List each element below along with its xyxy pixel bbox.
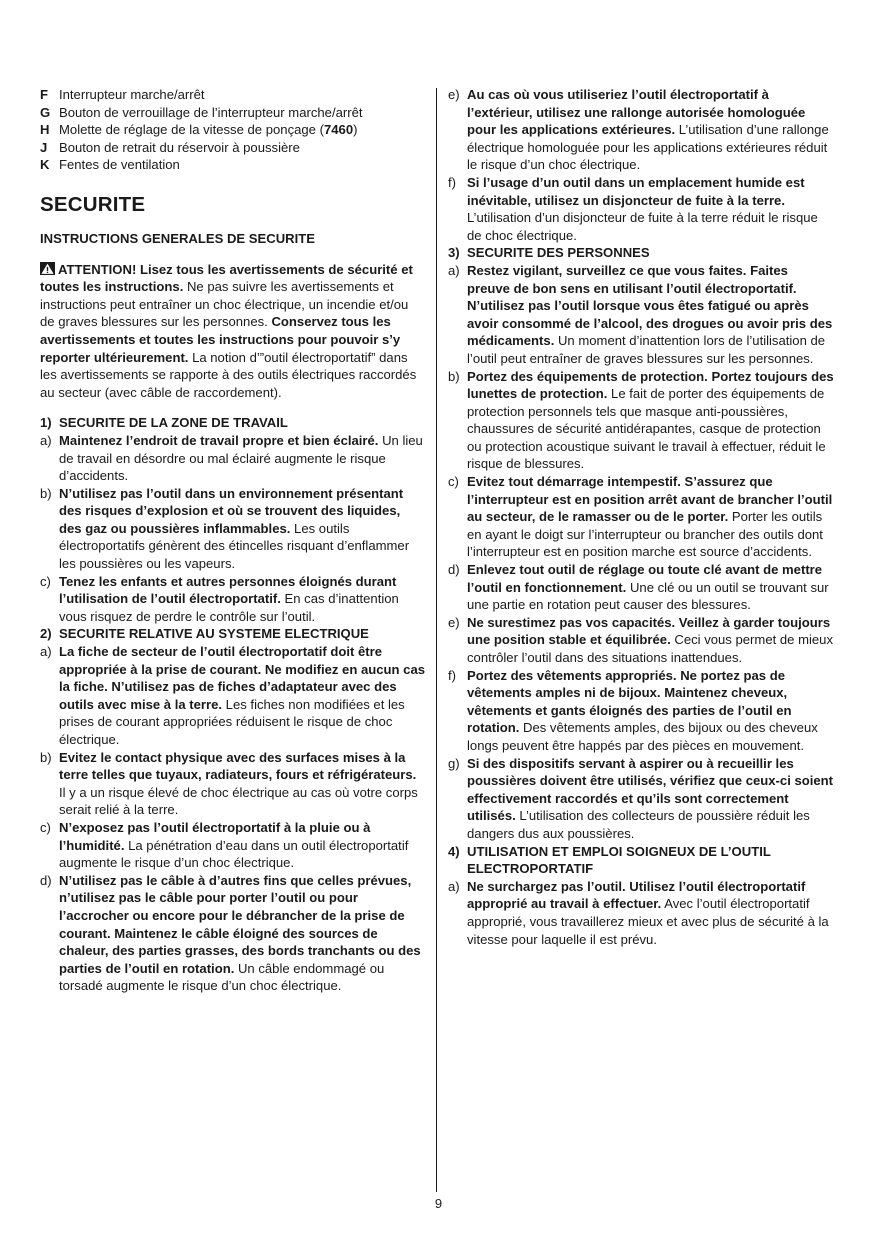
item-bold-text: Ne surestimez pas vos capacités. Veillez à garder toujours une position stable et équilibrée.	[467, 614, 831, 648]
section-number: 2)	[40, 626, 52, 642]
list-item	[40, 749, 426, 819]
legend-key: H	[40, 122, 50, 138]
right-sections	[448, 244, 834, 948]
item-body-text: Porter les outils en ayant le doigt sur l’interrupteur ou brancher des outils dont l’interrupteur est en position marche est source d’accidents.	[467, 509, 823, 560]
section-heading	[40, 625, 426, 643]
legend-key: F	[40, 87, 48, 102]
legend-text	[59, 104, 426, 122]
item-body-text: Un lieu de travail en désordre ou mal éclairé augmente le risque d’accidents.	[59, 432, 423, 484]
warning-triangle-icon	[40, 262, 55, 275]
legend-key: G	[40, 104, 51, 120]
item-bold-text: Tenez les enfants et autres personnes éloignés durant l’utilisation de l’outil électroportatif.	[59, 573, 397, 607]
legend-text	[59, 156, 426, 174]
item-body-text: L’utilisation d’une rallonge électrique homologuée pour les applications extérieures réduit le risque d’un choc électrique.	[467, 122, 829, 173]
column-divider	[436, 88, 437, 1192]
list-item	[40, 819, 426, 872]
legend-item	[40, 104, 426, 122]
item-bold-text: Si l’usage d’un outil dans un emplacement humide est inévitable, utilisez un disjoncteur de fuite à la terre.	[467, 174, 805, 208]
legend-item	[40, 121, 426, 139]
item-letter: b)	[40, 485, 52, 501]
section-heading-text: SECURITE DES PERSONNES	[467, 245, 650, 261]
item-body-text: Un câble endommagé ou torsadé augmente le risque d’un choc électrique.	[59, 960, 385, 994]
item-body-text: La pénétration d’eau dans un outil électroportatif augmente le risque d’un choc électrique.	[59, 837, 409, 871]
item-letter: e)	[448, 614, 460, 630]
item-bold-text: Portez des vêtements appropriés. Ne portez pas de vêtements amples ni de bijoux. Maintenez cheveux, vêtements et gants éloignés des parties de l’outil en rotation.	[467, 667, 792, 736]
list-item	[448, 614, 834, 667]
legend-item	[40, 86, 426, 104]
legend-key: J	[40, 139, 48, 155]
legend-key: K	[40, 157, 50, 173]
item-text	[59, 749, 426, 819]
list-item	[448, 878, 834, 948]
right-column	[448, 86, 834, 948]
item-bold-text: Ne surchargez pas l’outil. Utilisez l’outil électroportatif approprié au travail à effectuer.	[467, 878, 806, 912]
item-text	[467, 561, 834, 614]
section-heading	[40, 414, 426, 432]
legend-model: 7460	[323, 122, 354, 138]
section-subtitle: INSTRUCTIONS GENERALES DE SECURITE	[40, 230, 315, 246]
item-letter: a)	[40, 432, 52, 448]
item-body-text: En cas d’inattention vous risquez de perdre le contrôle sur l’outil.	[59, 591, 399, 624]
list-item	[448, 174, 834, 244]
item-letter: c)	[40, 819, 51, 835]
list-item	[40, 432, 426, 485]
item-body-text: Avec l’outil électroportatif approprié, vous travaillerez mieux et avec plus de sécurité à la vitesse pour laquelle il est prévu.	[467, 896, 829, 947]
list-item	[40, 872, 426, 995]
legend-text	[59, 86, 426, 104]
legend-label: Fentes de ventilation	[59, 157, 180, 173]
item-letter: b)	[448, 368, 460, 384]
item-body-text: Ceci vous permet de mieux contrôler l’outil dans des situations inattendues.	[467, 632, 834, 665]
item-body-text: Les outils électroportatifs génèrent des étincelles risquant d’enflammer les poussières ou les vapeurs.	[59, 520, 410, 572]
list-item	[448, 561, 834, 614]
item-text	[467, 667, 834, 755]
legend-label: Interrupteur marche/arrêt	[59, 87, 205, 102]
section-heading	[448, 843, 834, 878]
item-text	[467, 755, 834, 843]
section-heading-text: SECURITE DE LA ZONE DE TRAVAIL	[59, 415, 288, 431]
section-number: 4)	[448, 843, 460, 859]
section-heading-text: SECURITE RELATIVE AU SYSTEME ELECTRIQUE	[59, 626, 369, 642]
item-body-text: Un moment d’inattention lors de l’utilisation de l’outil peut entraîner de graves blessures sur les personnes.	[467, 333, 826, 366]
item-text	[467, 614, 834, 667]
legend-label: Bouton de verrouillage de l’interrupteur marche/arrêt	[59, 104, 363, 120]
list-item	[448, 86, 834, 174]
section-heading	[448, 244, 834, 262]
item-letter: f)	[448, 667, 456, 683]
item-text	[59, 485, 426, 573]
item-text	[59, 432, 426, 485]
item-bold-text: N’utilisez pas l’outil dans un environnement présentant des risques d’explosion et où se trouvent des liquides, des gaz ou poussières inflammables.	[59, 485, 404, 536]
item-bold-text: N’exposez pas l’outil électroportatif à la pluie ou à l’humidité.	[59, 819, 371, 853]
warning-segment: La notion d’”outil électroportatif” dans les avertissements se rapporte à des outils électriques raccordés au secteur (avec câble de raccordement).	[40, 349, 417, 400]
item-bold-text: Evitez le contact physique avec des surfaces mises à la terre telles que tuyaux, radiateurs, fours et réfrigérateurs.	[59, 749, 417, 783]
parts-legend	[40, 86, 426, 174]
item-text	[467, 86, 834, 174]
item-bold-text: Enlevez tout outil de réglage ou toute clé avant de mettre l’outil en fonctionnement.	[467, 562, 823, 595]
item-text	[467, 473, 834, 561]
item-text	[467, 262, 834, 368]
left-sections	[40, 414, 426, 995]
item-body-text: Une clé ou un outil se trouvant sur une partie en rotation peut causer des blessures.	[467, 579, 829, 613]
item-letter: a)	[448, 262, 460, 278]
item-text	[467, 368, 834, 474]
item-body-text: L’utilisation d’un disjoncteur de fuite à la terre réduit le risque de choc électrique.	[467, 210, 818, 243]
item-text	[59, 872, 426, 995]
item-body-text: Le fait de porter des équipements de protection personnels tels que masque anti-poussières, chaussures de sécurité antidérapantes, casque de protection ou protection acoustique suivant le travail à effectuer, réduit le risque de blessures.	[467, 386, 826, 472]
list-item	[40, 485, 426, 573]
warning-segment: Ne pas suivre les avertissements et instructions peut entraîner un choc électrique, un incendie et/ou de graves blessures sur les personnes.	[40, 279, 409, 330]
item-bold-text: N’utilisez pas le câble à d’autres fins que celles prévues, n’utilisez pas le câble pour porter l’outil ou pour l’accrocher ou encore pour le débrancher de la prise de courant. Maintenez le câble éloigné des sources de chaleur, des parties grasses, des bords tranchants ou des parties de l’outil en rotation.	[59, 872, 421, 976]
item-text	[59, 819, 426, 872]
item-bold-text: Au cas où vous utiliseriez l’outil électroportatif à l’extérieur, utilisez une rallonge autorisée homologuée pour les applications extérieures.	[467, 87, 806, 138]
section-title: SECURITE	[40, 192, 146, 216]
item-bold-text: La fiche de secteur de l’outil électroportatif doit être appropriée à la prise de courant. Ne modifiez en aucun cas la fiche. N’utilisez pas de fiches d’adaptateur avec des outils avec mise à la terre.	[59, 644, 426, 712]
item-letter: c)	[40, 573, 51, 589]
item-letter: b)	[40, 749, 52, 765]
item-bold-text: Restez vigilant, surveillez ce que vous faites. Faites preuve de bon sens en utilisant l’outil électroportatif. N’utilisez pas l’outil lorsque vous êtes fatigué ou après avoir consommé de l’alcool, des drogues ou avoir pris des médicaments.	[467, 262, 833, 349]
item-text	[467, 878, 834, 948]
legend-text	[59, 139, 426, 157]
legend-item	[40, 156, 426, 174]
list-item	[448, 473, 834, 561]
item-letter: f)	[448, 174, 456, 190]
list-item	[448, 755, 834, 843]
item-bold-text: Evitez tout démarrage intempestif. S’assurez que l’interrupteur est en position arrêt avant de brancher l’outil au secteur, de le ramasser ou de le porter.	[467, 474, 833, 525]
section-number: 3)	[448, 245, 460, 261]
list-item	[40, 573, 426, 626]
item-letter: e)	[448, 87, 460, 102]
item-letter: g)	[448, 755, 460, 771]
item-bold-text: Si des dispositifs servant à aspirer ou à recueillir les poussières doivent être utilisés, vérifiez que ceux-ci soient effectivement raccordés et qu’ils sont correctement utilisés.	[467, 755, 834, 824]
item-letter: c)	[448, 474, 459, 490]
item-bold-text: Portez des équipements de protection. Portez toujours des lunettes de protection.	[467, 368, 834, 402]
item-letter: d)	[448, 562, 460, 578]
legend-label: Bouton de retrait du réservoir à poussière	[59, 139, 300, 155]
warning-segment: ATTENTION! Lisez tous les avertissements de sécurité et toutes les instructions.	[40, 261, 413, 295]
warning-segment: Conservez tous les avertissements et toutes les instructions pour pouvoir s’y reporter ultérieurement.	[40, 314, 401, 365]
item-body-text: Des vêtements amples, des bijoux ou des cheveux longs peuvent être happés par des pièces en mouvement.	[467, 720, 818, 753]
item-body-text: L’utilisation des collecteurs de poussière réduit les dangers dus aux poussières.	[467, 808, 810, 841]
list-item	[40, 643, 426, 749]
left-column	[40, 86, 426, 995]
item-body-text: Les fiches non modifiées et les prises de courant appropriées réduisent le risque de choc électrique.	[59, 696, 405, 747]
list-item	[448, 262, 834, 368]
item-letter: a)	[448, 878, 460, 894]
right-top-items	[448, 86, 834, 244]
warning-paragraph	[40, 261, 426, 402]
list-item	[448, 667, 834, 755]
item-text	[59, 643, 426, 749]
legend-text	[59, 121, 426, 139]
item-text	[59, 573, 426, 626]
item-bold-text: Maintenez l’endroit de travail propre et bien éclairé.	[59, 432, 379, 448]
item-letter: a)	[40, 644, 52, 660]
legend-label: Molette de réglage de la vitesse de ponçage (	[59, 122, 324, 138]
section-heading-text: UTILISATION ET EMPLOI SOIGNEUX DE L’OUTIL ELECTROPORTATIF	[467, 843, 771, 877]
item-letter: d)	[40, 872, 52, 888]
legend-item	[40, 139, 426, 157]
section-number: 1)	[40, 415, 52, 431]
list-item	[448, 368, 834, 474]
legend-after: )	[353, 122, 358, 138]
item-text	[467, 174, 834, 244]
page-number: 9	[434, 1196, 443, 1211]
item-body-text: Il y a un risque élevé de choc électrique au cas où votre corps serait relié à la terre.	[59, 784, 418, 818]
